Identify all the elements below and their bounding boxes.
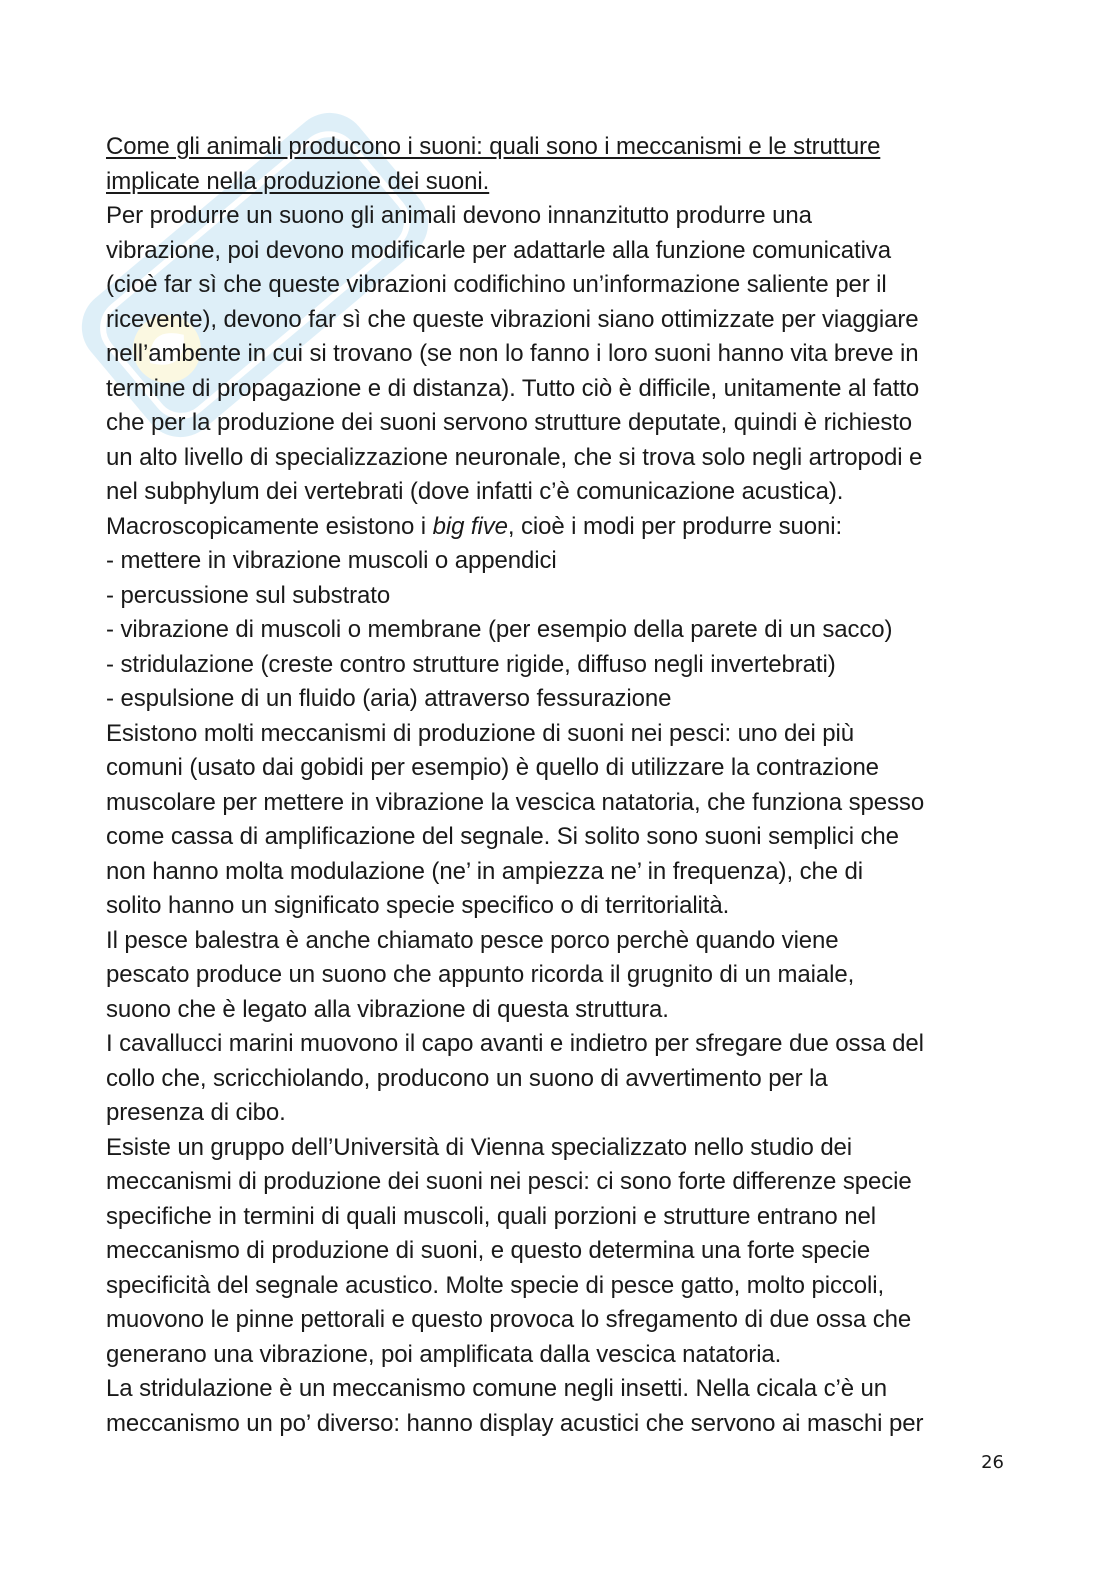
paragraph-line: (cioè far sì che queste vibrazioni codifichino un’informazione saliente per il	[106, 271, 887, 298]
paragraph-line: muovono le pinne pettorali e questo provoca lo sfregamento di due ossa che	[106, 1306, 912, 1333]
list-item: - stridulazione (creste contro strutture rigide, diffuso negli invertebrati)	[106, 650, 836, 678]
paragraph-line: muscolare per mettere in vibrazione la vescica natatoria, che funziona spesso	[106, 788, 925, 816]
paragraph-line: nell’ambente in cui si trovano (se non lo fanno i loro suoni hanno vita breve in	[106, 340, 919, 367]
paragraph-line: presenza di cibo.	[106, 1099, 286, 1126]
paragraph-line: solito hanno un significato specie specifico o di territorialità.	[106, 892, 730, 919]
paragraph-line: meccanismo un po’ diverso: hanno display acustici che servono ai maschi per	[106, 1409, 924, 1437]
paragraph-line: I cavallucci marini muovono il capo avanti e indietro per sfregare due ossa del	[106, 1030, 924, 1057]
page-number: 26	[981, 1452, 1004, 1473]
big-five-intro-before: Macroscopicamente esistono i	[106, 512, 433, 540]
list-item: - percussione sul substrato	[106, 581, 391, 609]
paragraph-line: come cassa di amplificazione del segnale. Si solito sono suoni semplici che	[106, 823, 899, 850]
paragraph-line: Per produrre un suono gli animali devono innanzitutto produrre una	[106, 202, 812, 229]
document-body	[106, 130, 1016, 1441]
paragraph-line: ricevente), devono far sì che queste vibrazioni siano ottimizzate per viaggiare	[106, 305, 919, 333]
paragraph-line: che per la produzione dei suoni servono strutture deputate, quindi è richiesto	[106, 409, 913, 436]
paragraph-line: specificità del segnale acustico. Molte specie di pesce gatto, molto piccoli,	[106, 1271, 885, 1299]
paragraph-line: nel subphylum dei vertebrati (dove infatti c’è comunicazione acustica).	[106, 478, 844, 505]
paragraph-line: meccanismo di produzione di suoni, e questo determina una forte specie	[106, 1237, 871, 1264]
list-item: - vibrazione di muscoli o membrane (per esempio della parete di un sacco)	[106, 616, 893, 643]
paragraph-line: specifiche in termini di quali muscoli, quali porzioni e strutture entrano nel	[106, 1202, 876, 1230]
section-title-line-2: implicate nella produzione dei suoni.	[106, 167, 490, 195]
paragraph-line: un alto livello di specializzazione neuronale, che si trova solo negli artropodi e	[106, 443, 923, 471]
big-five-intro	[106, 510, 1016, 545]
big-five-emphasis: big five	[432, 512, 508, 540]
paragraph-line: vibrazione, poi devono modificarle per adattarle alla funzione comunicativa	[106, 236, 891, 264]
paragraph-line: non hanno molta modulazione (ne’ in ampiezza ne’ in frequenza), che di	[106, 857, 864, 885]
list-item: - espulsione di un fluido (aria) attraverso fessurazione	[106, 685, 672, 712]
paragraph-line: comuni (usato dai gobidi per esempio) è quello di utilizzare la contrazione	[106, 754, 879, 781]
list-item: - mettere in vibrazione muscoli o appendici	[106, 547, 557, 574]
paragraph-line: termine di propagazione e di distanza). Tutto ciò è difficile, unitamente al fatto	[106, 374, 920, 402]
paragraph-line: pescato produce un suono che appunto ricorda il grugnito di un maiale,	[106, 961, 855, 988]
paragraph-line: meccanismi di produzione dei suoni nei pesci: ci sono forte differenze specie	[106, 1168, 912, 1195]
paragraph-line: Il pesce balestra è anche chiamato pesce porco perchè quando viene	[106, 926, 839, 954]
section-title-line-1: Come gli animali producono i suoni: quali sono i meccanismi e le strutture	[106, 133, 881, 160]
paragraph-line: collo che, scricchiolando, producono un suono di avvertimento per la	[106, 1064, 828, 1092]
paragraph-line: La stridulazione è un meccanismo comune negli insetti. Nella cicala c’è un	[106, 1375, 888, 1402]
paragraph-line: Esistono molti meccanismi di produzione di suoni nei pesci: uno dei più	[106, 719, 854, 747]
big-five-intro-after: , cioè i modi per produrre suoni:	[507, 512, 843, 540]
paragraph-line: Esiste un gruppo dell’Università di Vienna specializzato nello studio dei	[106, 1133, 853, 1161]
paragraph-line: suono che è legato alla vibrazione di questa struttura.	[106, 995, 669, 1023]
paragraph-line: generano una vibrazione, poi amplificata dalla vescica natatoria.	[106, 1340, 782, 1368]
